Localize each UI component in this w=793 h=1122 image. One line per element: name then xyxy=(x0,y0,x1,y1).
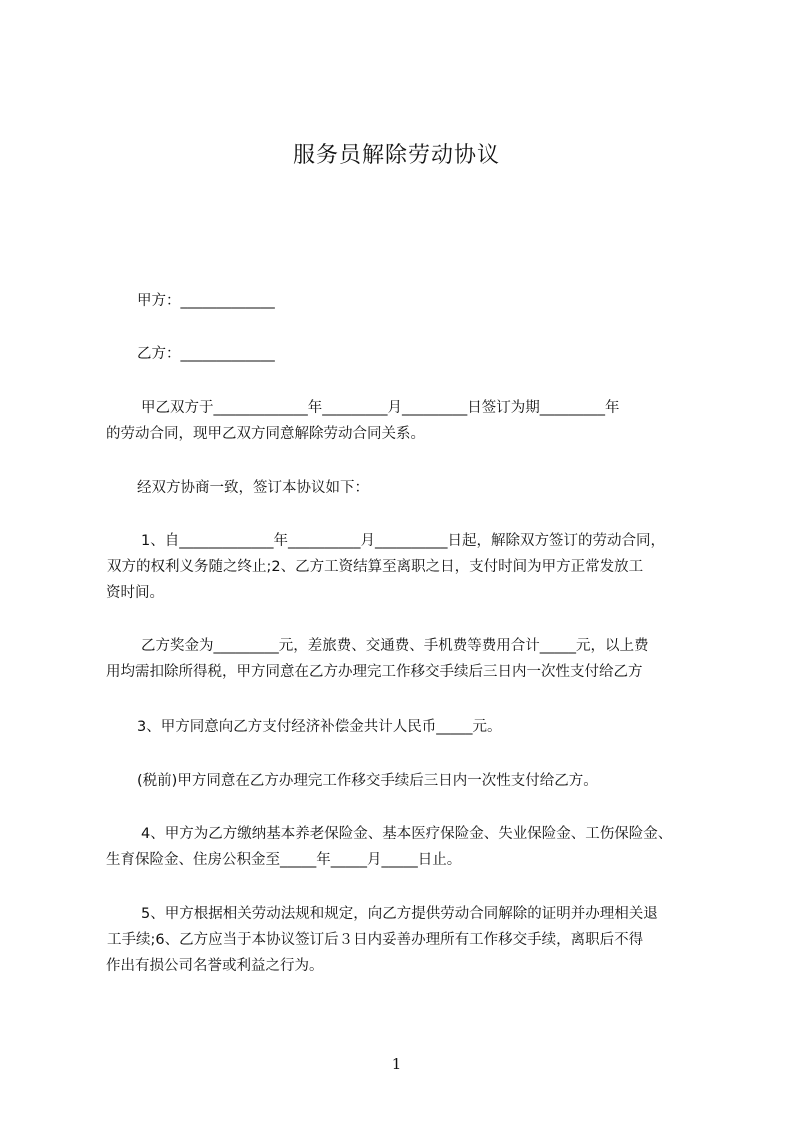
clause-5-line-3: 作出有损公司名誉或利益之行为。 xyxy=(106,958,324,974)
clause-1-line-1: 1、自_____________年__________月__________日起，解除双方签订的劳动合同， xyxy=(141,533,665,549)
clause-5-line-1: 5、甲方根据相关劳动法规和规定，向乙方提供劳动合同解除的证明并办理相关退 xyxy=(141,906,658,922)
document-title: 服务员解除劳动协议 xyxy=(292,143,500,168)
page-number: 1 xyxy=(391,1055,402,1073)
party-a-line: 甲方：_____________ xyxy=(137,293,275,309)
intro-line-2: 的劳动合同，现甲乙双方同意解除劳动合同关系。 xyxy=(106,426,425,442)
clause-4-line-2: 生育保险金、住房公积金至_____年_____月_____日止。 xyxy=(106,852,462,868)
clause-1-line-3: 资时间。 xyxy=(106,585,164,601)
agreement-heading: 经双方协商一致，签订本协议如下： xyxy=(137,480,369,496)
pre-tax-note: (税前)甲方同意在乙方办理完工作移交手续后三日内一次性支付给乙方。 xyxy=(137,773,598,789)
clause-1-line-2: 双方的权利义务随之终止;2、乙方工资结算至离职之日，支付时间为甲方正常发放工 xyxy=(107,559,644,575)
clause-4-line-1: 4、甲方为乙方缴纳基本养老保险金、基本医疗保险金、失业保险金、工伤保险金、 xyxy=(141,826,673,842)
clause-3: 3、甲方同意向乙方支付经济补偿金共计人民币_____元。 xyxy=(137,719,502,735)
bonus-clause-line-1: 乙方奖金为_________元，差旅费、交通费、手机费等费用合计_____元，以上费 xyxy=(141,638,649,654)
clause-5-line-2: 工手续;6、乙方应当于本协议签订后３日内妥善办理所有工作移交手续，离职后不得 xyxy=(107,932,644,948)
party-b-line: 乙方：_____________ xyxy=(137,346,275,362)
intro-line-1: 甲乙双方于_____________年_________月_________日签订为期_________年 xyxy=(141,400,620,416)
bonus-clause-line-2: 用均需扣除所得税，甲方同意在乙方办理完工作移交手续后三日内一次性支付给乙方 xyxy=(106,664,643,680)
